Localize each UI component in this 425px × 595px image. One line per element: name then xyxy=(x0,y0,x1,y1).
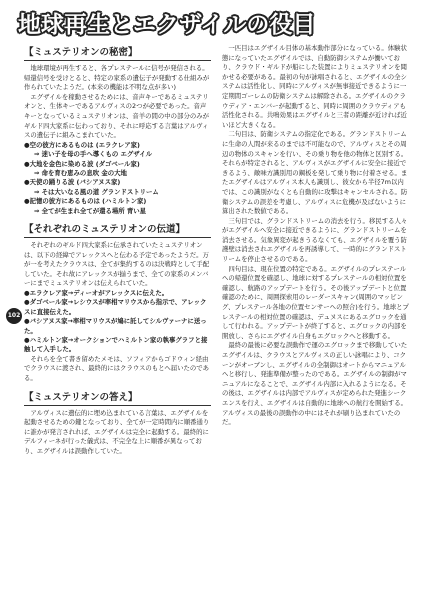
bullet-item: ●ハミルトン家→オークションでハミルトン家の執事グラフと接触して入手した。 xyxy=(24,336,208,354)
paragraph: アルヴィスに遺伝的に埋め込まれている言葉は、エグザイルを起動させるための鍵となっており、全てが一定時間内に順番通りに誰かが発言されれば、エグザイルは完全に起動する。最終的にデルフィーネが行った儀式は、不完全な上に順番が異なっており、エグザイルは誤動作していた。 xyxy=(24,408,210,455)
bullet-item: ●エラクレア家→ディーオがアレックスに伝えた。 xyxy=(24,288,169,297)
bullet-item: ●大地を金色に染める波 (ダゴベール家) xyxy=(24,159,140,168)
paragraph: 四句目は、現在位置の特定である。エグザイルのプレステールへの帰還位置を確認し、地球に対するプレステールの相対位置を確認し、航路のアップデートを行う。その後アップデートと位置確認のために、周囲探索用のレーダースキャン(周囲のマッピング、プレステール各地の位置センサーへの照合)を行う。地球とプレステールの相対位置の確認は、デュヌスにあるエグロックを通して行われる。アップデートが終了すると、エグロックの内部を開放し、さらにエグザイル自身もエグロックへと移動する。 xyxy=(222,264,409,340)
page-number-badge: 102 xyxy=(6,308,22,324)
bullet-sub: ⇒ 全てが生まれ全てが還る場所 青い星 xyxy=(34,206,147,215)
paragraph: 一匹目はエグザイル目体の基本動作部分になっている。体験状態になっていたエグザイルでは、自動防御システムが働いており、クラウド・ギルドが船にした装置によりミュステリオンを聞かせる必要がある。最初の句が詠唱されると、エグザイルの全システムは活性化し、同時にアルヴィスが無事接近できるように一定期間ゴーレムの防衛システムは解除される。エグザイルのクラウディア・エンバーが起動すると、同時に周囲のクラウディアも活性化される。共鳴効果はエグザイルと三者の距離が近ければ近いほど大きくなる。 xyxy=(222,44,407,129)
bullet-item: ●ダゴベール家→レシウスが率相マリウスから指示で、アレックスに直接伝えた。 xyxy=(24,298,207,316)
bullet-sub: ⇒ 迷い子を母の手へ導くもの エグザイル xyxy=(34,150,152,159)
paragraph: 三句目では、グランドストリームの消去を行う。移民する人々がエグザイルへ安全に接近できるように、グランドストリームを消去させる。気象異変が起きうるなくても、エグザイルを覆う防護壁は消去されエグザイルを再誘導して、一時的にグランドストリームを停止させるのである。 xyxy=(222,216,408,264)
left-column xyxy=(24,44,211,589)
bullet-sub: ⇒ 命を育む恵みの息吹 金の大地 xyxy=(34,168,127,177)
paragraph: それらを全て書き留めたメモは、ソフィアからゴドウィン経由でクラウスに渡され、最終的にはクラウスのもとへ届いたのである。 xyxy=(24,354,210,382)
paragraph: エグザイルを稼動させるためには、音声キーであるミュステリオンと、生体キーであるアルヴィスの2つが必要であった。音声キーとなっているミュステリオンは、音羊の間の中の部分のみがギルド四大家系に伝わっており、それに呼応する言葉はアルヴィスの遺伝子に組みこまれていた。 xyxy=(24,92,210,140)
section-heading-answer: 【ミュステリオンの答え】 xyxy=(24,389,211,406)
section-heading-secret: 【ミュステリオンの秘密】 xyxy=(24,44,211,61)
bullet-sub: ⇒ そは大いなる風の道 グランドストリーム xyxy=(34,187,159,196)
bullet-item: ●空の彼方にあるものは (エラクレア家) xyxy=(24,140,140,149)
paragraph: 最終の最後に必要な誤動作で運のエグロックまで移動していたエグザイルは、クラウスとアルヴィスの正しい詠唱により、コクーンがオーブンし、エグザイルの全制御はオートからマニュアルへと移行し、発進準備が整ったのである。エグザイルの制御がマニュアルになることで、エグザイル内部に入れるようになる。その後は、エグザイルは内部でアルヴィスが定められた発進シークエンスを行え、エグザイルは自動的に地球への航行を開始する。アルヴィスの最後の誤動作の中にはそれが刷り込まれていたのだ。 xyxy=(222,341,408,427)
paragraph: 地球環境が再生すると、各プレステールに信号が発信される。帰還信号を受けとると、特定の家系の遺伝子が発動する仕組みが作られていたようだ。(本来の機能は不明な点が多い) xyxy=(24,64,210,92)
paragraph: 二句目は、防衛システムの指定化である。グランドストリームに生命の人間が来るのまでは不可能なので、アルヴィスとその周辺の物体のスキャンを行い、その乗り物を他の物体と区別する。それらが特定されると、アルヴィスがエグザイルに安全に接近できるよう、敵味方識別用の鋼板を発して乗り物に付着させる。またエグザイルはアルヴィス本人も識別し、彼女から半径7m以内では、この識別がなくとも自動的に攻撃はキャンセルされる。防衛システムの誤差を考慮し、アルヴィスに危機が及ばないように算出された数値である。 xyxy=(222,130,408,216)
right-column xyxy=(222,44,409,589)
bullet-item: ●天使の踊りる波 (バシアヌス家) xyxy=(24,178,121,187)
section-heading-transmission: 【それぞれのミュステリオンの伝道】 xyxy=(24,221,211,238)
bullet-item: ●記憶の彼方にあるものは (ハミルトン家) xyxy=(24,197,147,206)
paragraph: それぞれのギルド四大家系に伝承されていたミュステリオンは、以下の経緯でアレックスへと伝わる予定であったようだ。万が一を考えたクラウスは、全てが集約するのは決戦時として手配していた。それ故にアレックスが揃うまで、全ての家系のメンバーにまでミュステリオンは伝えられていた。 xyxy=(24,241,210,288)
bullet-item: ●バシアヌス家→率相マリウスが鳩に託してシルヴァーナに送った。 xyxy=(24,317,207,335)
page-title: 地球再生とエクザイルの役目 xyxy=(18,12,316,38)
